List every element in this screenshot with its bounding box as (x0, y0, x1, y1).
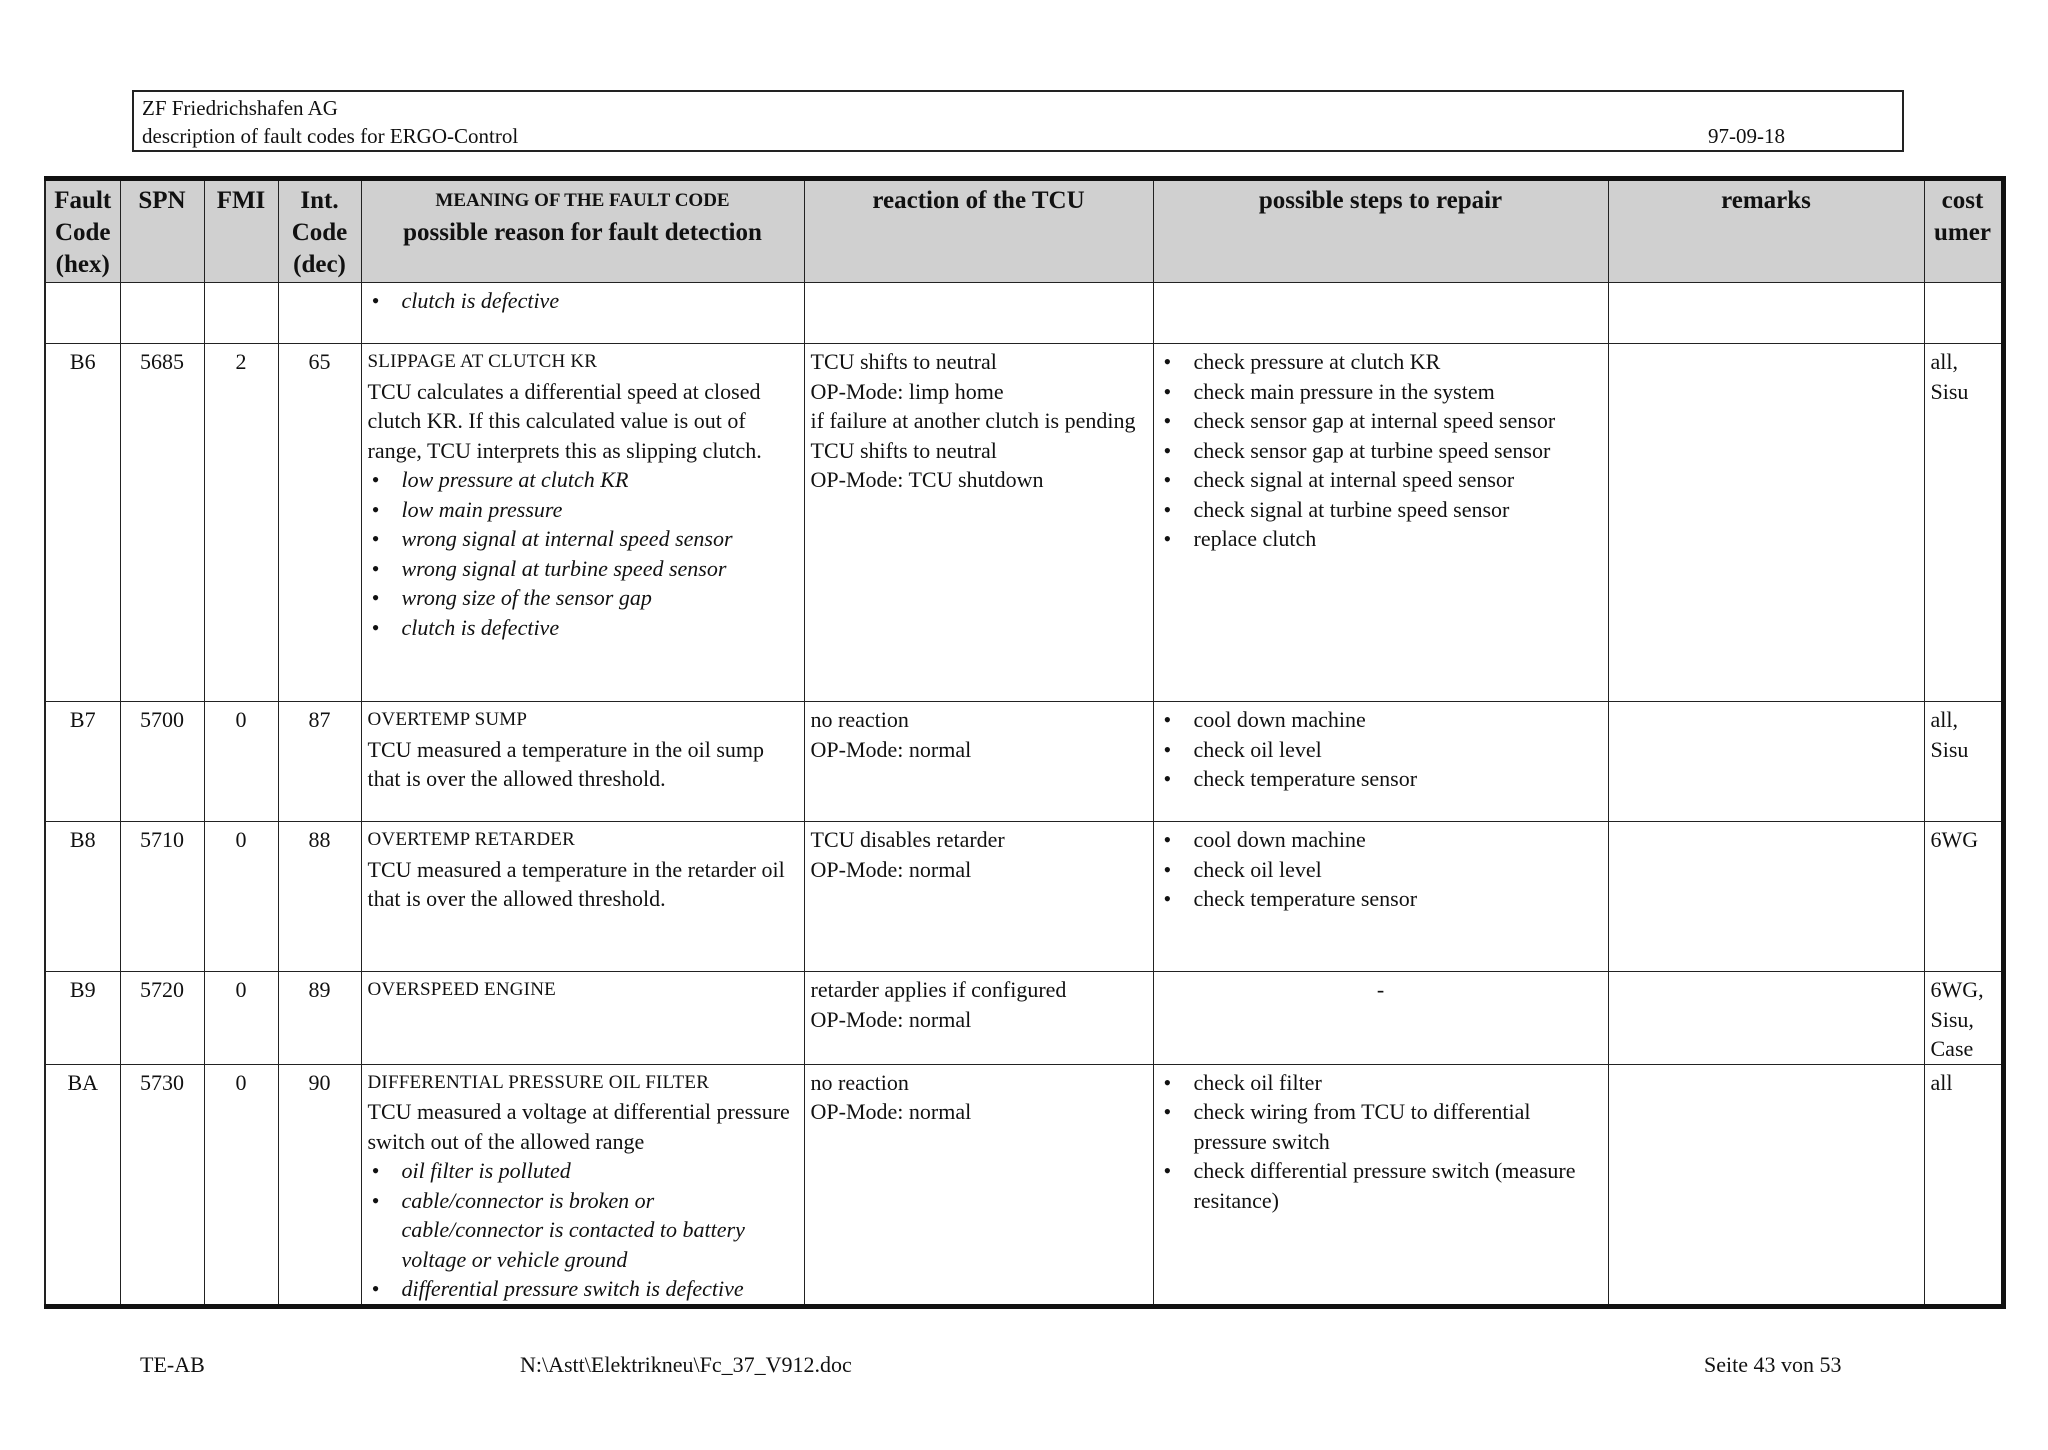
fault-text: TCU measured a voltage at differential pressure switch out of the allowed range (367, 1099, 790, 1154)
steps-list (1160, 705, 1602, 794)
step-item: • cool down machine (1160, 825, 1602, 855)
meaning-cell (361, 702, 804, 822)
reaction-line: no reaction (810, 707, 909, 732)
steps-list (1160, 825, 1602, 914)
int-code-value: 87 (278, 702, 361, 822)
steps-cell (1153, 702, 1608, 822)
reaction-cell (804, 822, 1153, 972)
fault-title: SLIPPAGE AT CLUTCH KR (367, 351, 598, 372)
step-item: • check sensor gap at internal speed sensor (1160, 406, 1602, 436)
spn-value: 5685 (120, 344, 204, 702)
document-header (132, 90, 1904, 152)
remarks-cell (1608, 702, 1924, 822)
int-code-value: 88 (278, 822, 361, 972)
col-customer: cost umer (1924, 179, 2003, 283)
table-row (45, 972, 2003, 1065)
table-row (45, 344, 2003, 702)
step-item: • check signal at turbine speed sensor (1160, 495, 1602, 525)
steps-list (1160, 347, 1602, 554)
step-item: • check temperature sensor (1160, 764, 1602, 794)
continuation-meaning (361, 283, 804, 344)
footer-page-number: Seite 43 von 53 (1704, 1352, 1842, 1377)
reason-item: • wrong signal at turbine speed sensor (368, 554, 798, 584)
remarks-cell (1608, 344, 1924, 702)
fault-text: TCU calculates a differential speed at closed clutch KR. If this calculated value is out of range, TCU interprets this as slipping clutch. (367, 378, 762, 463)
step-item: • replace clutch (1160, 524, 1602, 554)
reaction-line: OP-Mode: normal (810, 856, 972, 882)
step-item: • check oil level (1160, 855, 1602, 885)
continuation-reasons (368, 286, 798, 316)
int-code-value: 89 (278, 972, 361, 1065)
fault-code: B6 (45, 344, 120, 702)
steps-cell (1153, 1064, 1608, 1306)
remarks-cell (1608, 972, 1924, 1065)
reaction-line: TCU disables retarder (810, 827, 1005, 852)
reaction-cell (804, 344, 1153, 702)
customer-cell: all, Sisu (1924, 702, 2003, 822)
step-item: • check oil level (1160, 735, 1602, 765)
reaction-cell (804, 702, 1153, 822)
customer-cell: 6WG (1924, 822, 2003, 972)
table-row (45, 1064, 2003, 1306)
fault-text: TCU measured a temperature in the retarder oil that is over the allowed threshold. (367, 856, 785, 911)
customer-cell: 6WG, Sisu, Case (1924, 972, 2003, 1065)
reason-item: • low main pressure (368, 495, 798, 525)
document-date: 97-09-18 (1708, 124, 1785, 148)
reaction-cell (804, 1064, 1153, 1306)
footer-department: TE-AB (140, 1352, 205, 1377)
reason-item: • cable/connector is broken or cable/connector is contacted to battery voltage or vehicle ground (368, 1186, 798, 1275)
fmi-value: 0 (204, 1064, 278, 1306)
col-fault-code: Fault Code (hex) (45, 179, 120, 283)
fault-title: DIFFERENTIAL PRESSURE OIL FILTER (367, 1071, 710, 1093)
reaction-line: no reaction (810, 1069, 909, 1095)
fmi-value: 2 (204, 344, 278, 702)
document-description: description of fault codes for ERGO-Control (142, 124, 519, 148)
fault-text: TCU measured a temperature in the oil sump that is over the allowed threshold. (367, 736, 764, 791)
col-int-code: Int. Code (dec) (278, 179, 361, 283)
meaning-cell (361, 344, 804, 702)
reaction-line: TCU shifts to neutral (810, 437, 997, 463)
reason-item: • wrong size of the sensor gap (368, 583, 798, 613)
col-remarks: remarks (1608, 179, 1924, 283)
fault-title: OVERSPEED ENGINE (367, 979, 556, 1000)
remarks-cell (1608, 1064, 1924, 1306)
reaction-line: OP-Mode: normal (810, 1099, 972, 1124)
reason-item: • clutch is defective (368, 613, 798, 643)
col-reaction: reaction of the TCU (804, 179, 1153, 283)
steps-cell: - (1153, 972, 1608, 1065)
customer-cell: all (1924, 1064, 2003, 1306)
step-item: • check sensor gap at turbine speed sensor (1160, 436, 1602, 466)
step-item: • check pressure at clutch KR (1160, 347, 1602, 377)
step-item: • cool down machine (1160, 705, 1602, 735)
remarks-cell (1608, 822, 1924, 972)
fault-code: B8 (45, 822, 120, 972)
fault-code: B7 (45, 702, 120, 822)
customer-cell: all, Sisu (1924, 344, 2003, 702)
reason-item: • clutch is defective (368, 286, 798, 316)
reaction-line: TCU shifts to neutral (810, 349, 997, 374)
steps-cell (1153, 344, 1608, 702)
meaning-cell (361, 972, 804, 1065)
reason-list (368, 465, 798, 642)
col-spn: SPN (120, 179, 204, 283)
reason-item: • wrong signal at internal speed sensor (368, 524, 798, 554)
spn-value: 5710 (120, 822, 204, 972)
spn-value: 5720 (120, 972, 204, 1065)
reason-item: • low pressure at clutch KR (368, 465, 798, 495)
step-item: • check signal at internal speed sensor (1160, 465, 1602, 495)
reason-list (368, 1156, 798, 1304)
reaction-line: OP-Mode: normal (810, 1006, 972, 1032)
reason-item: • differential pressure switch is defective (368, 1274, 798, 1304)
company-name: ZF Friedrichshafen AG (142, 96, 338, 120)
table-row (45, 702, 2003, 822)
reaction-cell (804, 972, 1153, 1065)
table-row-continuation (45, 283, 2003, 344)
meaning-cell (361, 822, 804, 972)
int-code-value: 65 (278, 344, 361, 702)
fmi-value: 0 (204, 822, 278, 972)
col-steps: possible steps to repair (1153, 179, 1608, 283)
footer-file-path: N:\Astt\Elektrikneu\Fc_37_V912.doc (520, 1352, 852, 1377)
step-item: • check main pressure in the system (1160, 377, 1602, 407)
col-meaning (361, 179, 804, 283)
reaction-line: OP-Mode: limp home (810, 378, 1004, 404)
table-row (45, 822, 2003, 972)
steps-list (1160, 1068, 1602, 1216)
fault-code: B9 (45, 972, 120, 1065)
reaction-line: OP-Mode: normal (810, 736, 972, 762)
spn-value: 5700 (120, 702, 204, 822)
fmi-value: 0 (204, 702, 278, 822)
col-meaning-main: possible reason for fault detection (403, 219, 762, 246)
step-item: • check oil filter (1160, 1068, 1602, 1098)
reason-item: • oil filter is polluted (368, 1156, 798, 1186)
spn-value: 5730 (120, 1064, 204, 1306)
col-fmi: FMI (204, 179, 278, 283)
step-item: • check differential pressure switch (measure resitance) (1160, 1156, 1602, 1215)
meaning-cell (361, 1064, 804, 1306)
fault-title: OVERTEMP RETARDER (367, 829, 575, 850)
col-meaning-small: MEANING OF THE FAULT CODE (435, 190, 730, 211)
fmi-value: 0 (204, 972, 278, 1065)
step-item: • check wiring from TCU to differential pressure switch (1160, 1097, 1602, 1156)
reaction-line: retarder applies if configured (810, 977, 1067, 1002)
reaction-line: OP-Mode: TCU shutdown (810, 467, 1044, 492)
step-item: • check temperature sensor (1160, 884, 1602, 914)
int-code-value: 90 (278, 1064, 361, 1306)
fault-code-table (44, 176, 2006, 1309)
reaction-line: if failure at another clutch is pending (810, 408, 1136, 433)
fault-title: OVERTEMP SUMP (367, 709, 528, 730)
fault-code: BA (45, 1064, 120, 1306)
steps-cell (1153, 822, 1608, 972)
